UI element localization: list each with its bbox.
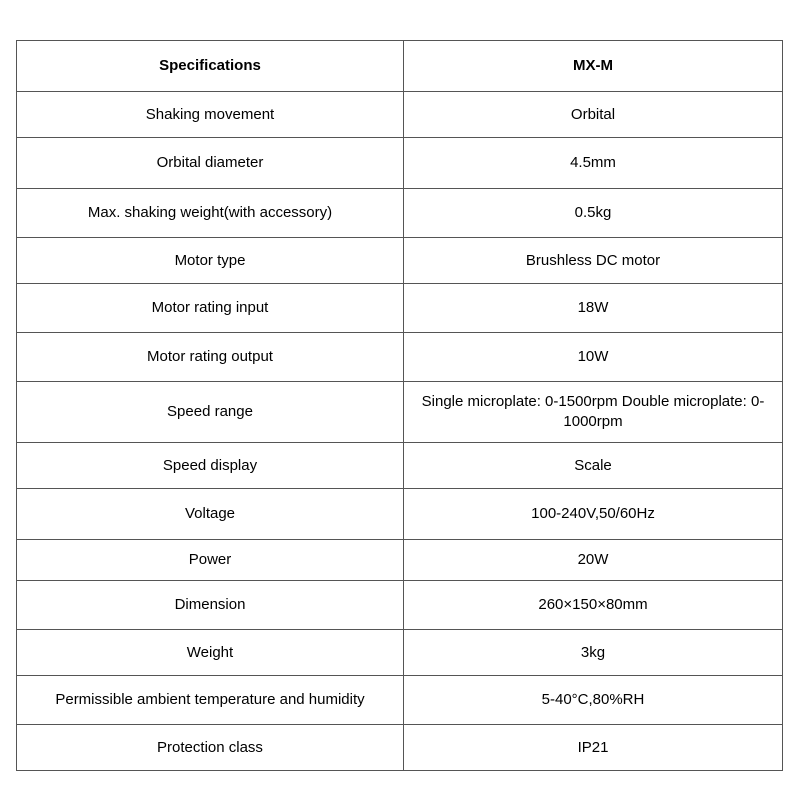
header-model: MX-M <box>404 41 783 92</box>
spec-value: Single microplate: 0-1500rpm Double microplate: 0-1000rpm <box>404 382 783 443</box>
spec-value: 10W <box>404 333 783 382</box>
spec-value: 5-40°C,80%RH <box>404 676 783 725</box>
table-row <box>17 540 783 581</box>
table-row <box>17 581 783 630</box>
spec-label: Permissible ambient temperature and humidity <box>17 676 404 725</box>
table-row <box>17 443 783 489</box>
spec-label: Power <box>17 540 404 581</box>
table-row <box>17 284 783 333</box>
spec-label: Protection class <box>17 725 404 771</box>
table-row <box>17 333 783 382</box>
spec-value: Orbital <box>404 92 783 138</box>
table-row <box>17 725 783 771</box>
spec-label: Motor rating output <box>17 333 404 382</box>
spec-value: 18W <box>404 284 783 333</box>
table-row <box>17 238 783 284</box>
table-row <box>17 676 783 725</box>
table-row <box>17 92 783 138</box>
spec-label: Dimension <box>17 581 404 630</box>
spec-label: Speed display <box>17 443 404 489</box>
spec-value: Scale <box>404 443 783 489</box>
spec-label: Max. shaking weight(with accessory) <box>17 189 404 238</box>
spec-label: Shaking movement <box>17 92 404 138</box>
spec-value: 3kg <box>404 630 783 676</box>
table-row <box>17 630 783 676</box>
table-row <box>17 489 783 540</box>
spec-label: Orbital diameter <box>17 138 404 189</box>
table-header-row <box>17 41 783 92</box>
spec-value: 0.5kg <box>404 189 783 238</box>
spec-label: Weight <box>17 630 404 676</box>
spec-value: IP21 <box>404 725 783 771</box>
spec-label: Speed range <box>17 382 404 443</box>
spec-value: Brushless DC motor <box>404 238 783 284</box>
header-specifications: Specifications <box>17 41 404 92</box>
spec-label: Voltage <box>17 489 404 540</box>
table-row <box>17 138 783 189</box>
spec-value: 4.5mm <box>404 138 783 189</box>
spec-value: 260×150×80mm <box>404 581 783 630</box>
spec-label: Motor type <box>17 238 404 284</box>
table-row <box>17 382 783 443</box>
table-row <box>17 189 783 238</box>
spec-label: Motor rating input <box>17 284 404 333</box>
spec-value: 20W <box>404 540 783 581</box>
spec-value: 100-240V,50/60Hz <box>404 489 783 540</box>
specifications-table <box>16 40 783 771</box>
